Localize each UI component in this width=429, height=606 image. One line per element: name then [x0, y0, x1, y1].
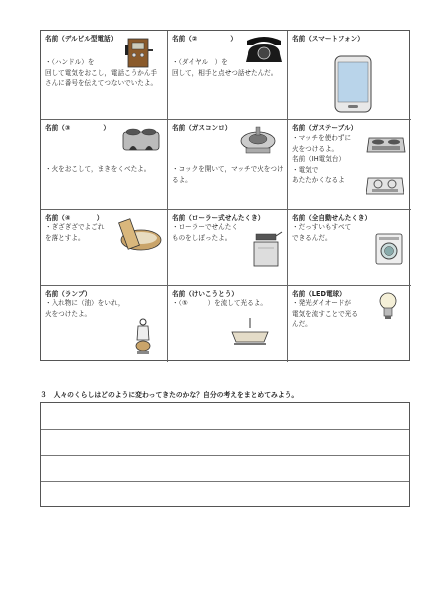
cell-fluorescent-light	[168, 286, 288, 362]
cell-description: ・ぎざぎざでよごれ を落とすよ。	[45, 223, 105, 242]
roller-washer-icon	[250, 230, 284, 268]
answer-line	[41, 455, 409, 456]
cell-gas-table	[288, 120, 411, 210]
cell-name: 名前（デルビル型電話）	[45, 35, 118, 43]
appliance-table	[40, 30, 410, 361]
cell-name: 名前（ローラー式せんたくき）	[172, 214, 265, 222]
cell-smartphone	[288, 31, 411, 120]
cell-description: ・入れ物に（油）をいれ， 火をつけたよ。	[45, 299, 125, 318]
cell-description: ・マッチを使わずに 火をつけるよ。 名前（IH電気台） ・電気で あたたかくなるよ	[292, 134, 352, 184]
cell-automatic-washer	[288, 210, 411, 286]
answer-box[interactable]	[40, 402, 410, 507]
question-3: ３ 人々のくらしはどのように変わってきたのかな？自分の考えをまとめてみよう。	[40, 391, 299, 399]
cell-name: 名前（④ ）	[45, 214, 104, 222]
cell-description: ・コックを開いて，マッチで火をつけ るよ。	[172, 165, 284, 184]
cell-name: 名前（全自動せんたくき）	[292, 214, 372, 222]
cell-description: ・（⑤ ）を流して光るよ。	[172, 299, 267, 307]
cell-description: ・火をおこして，まきをくべたよ。	[45, 165, 151, 173]
smartphone-icon	[334, 55, 372, 113]
gas-stove-icon	[238, 126, 278, 156]
cell-description: ・発光ダイオードが 電気を流すことで光る んだ。	[292, 299, 358, 328]
cell-kamado	[41, 120, 168, 210]
cell-description: ・だっすいもすべて できるんだ。	[292, 223, 352, 242]
cell-gas-stove	[168, 120, 288, 210]
cell-name: 名前（LED電球）	[292, 290, 346, 298]
ih-cooker-icon	[366, 172, 404, 198]
cell-delville-telephone	[41, 31, 168, 120]
automatic-washer-icon	[374, 232, 404, 266]
answer-line	[41, 481, 409, 482]
cell-washboard	[41, 210, 168, 286]
cell-name: 名前（③ ）	[45, 124, 110, 132]
cell-name: 名前（② ）	[172, 35, 237, 43]
dial-telephone-icon	[244, 32, 284, 64]
cell-description: ・（ハンドル）を 回して電気をおこし，電話こうかん手 さんに番号を伝えてつないでいたよ。	[45, 58, 158, 87]
cell-dial-telephone	[168, 31, 288, 120]
cell-description: ・ローラーでせんたく ものをしぼったよ。	[172, 223, 238, 242]
cell-roller-washer	[168, 210, 288, 286]
led-bulb-icon	[378, 292, 398, 322]
cell-description: ・（ダイヤル ）を 回して，相手と点せつ話せたんだ。	[172, 58, 278, 77]
cell-name: 名前（スマートフォン）	[292, 35, 364, 43]
kamado-stove-icon	[121, 124, 161, 154]
cell-led-bulb	[288, 286, 411, 362]
answer-line	[41, 429, 409, 430]
cell-oil-lamp	[41, 286, 168, 362]
washboard-tub-icon	[117, 218, 163, 258]
cell-name: 名前（ランプ）	[45, 290, 92, 298]
cell-name: 名前（けいこうとう）	[172, 290, 238, 298]
delville-telephone-icon	[125, 37, 155, 69]
fluorescent-light-icon	[228, 318, 272, 356]
gas-table-icon	[366, 130, 406, 156]
cell-name: 名前（ガスコンロ）	[172, 124, 232, 132]
cell-name: 名前（ガステーブル）	[292, 124, 358, 132]
oil-lamp-icon	[133, 318, 153, 356]
